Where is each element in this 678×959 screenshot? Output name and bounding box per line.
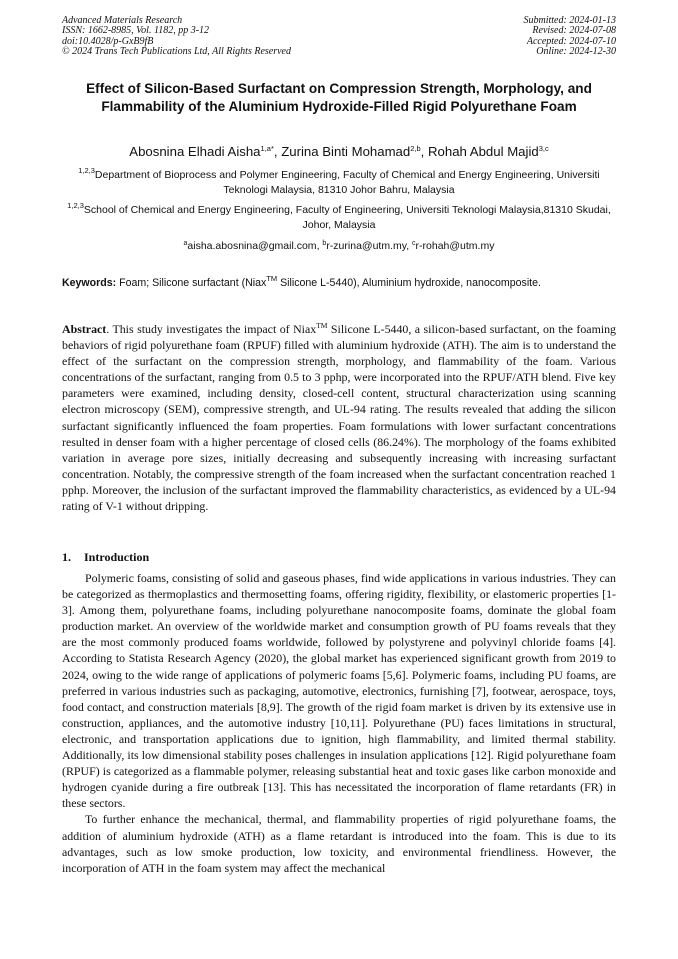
submission-dates [524,16,617,58]
introduction-body [62,570,616,876]
keywords: Keywords: Foam; Silicone surfactant (Niax™ Silicone L-5440), Aluminium hydroxide, nanocomposite. [62,274,541,289]
author-name: Rohah Abdul Majid [428,144,539,159]
author-superscript: 3,c [538,144,549,153]
journal-info [62,16,291,58]
author-superscript: 2,b [410,144,421,153]
email-link[interactable]: aisha.abosnina@gmail.com [187,240,317,252]
paragraph: Polymeric foams, consisting of solid and gaseous phases, find wide applications in various industries. They can be categorized as thermoplastics and thermosetting foams, offering rigidity, flexibility, or elastomeric properties [1-3]. Among them, polyurethane foams, including polyurethane nanocomposite foams, dominate the global foam production market. An overview of the worldwide market and consumption growth of PU foams reveals that they are the most commonly produced foams worldwide, followed by polystyrene and polyvinyl chloride foams [4]. According to Statista Research Agency (2020), the global market has experienced significant growth from 2019 to 2024, owing to the wide range of applications of polymeric foams [5,6]. Polymeric foams, including PU foams, are preferred in various industries such as packaging, automotive, electronics, furnishing [7], footwear, aerospace, toys, food contact, and construction materials [8,9]. The growth of the rigid foam market is driven by its extensive use in construction, appliances, and the automotive industry [10,11]. Polyurethane (PU) faces limitations in structural, electronic, and transportation applications due to ignition, high flammability, and limited thermal stability. Additionally, its low dimensional stability poses challenges in insulation applications [12]. Rigid polyurethane foam (RPUF) is categorized as a flammable polymer, releasing substantial heat and toxic gases like carbon monoxide and hydrogen cyanide during a fire outbreak [13]. This has necessitated the incorporation of flame retardants (FR) in these sectors. [62,571,616,811]
journal-name: Advanced Materials Research [62,15,183,26]
paper-title: Effect of Silicon-Based Surfactant on Compression Strength, Morphology, and Flammability of the Aluminium Hydroxide-Filled Rigid Polyurethane Foam [86,81,592,114]
affiliation-superscript: 1,2,3 [67,201,84,210]
paragraph: To further enhance the mechanical, thermal, and flammability properties of rigid polyurethane foams, the addition of aluminium hydroxide (ATH) as a flame retardant is introduced into the foam. This is due to its advantages, such as low smoke production, low toxicity, and environmental friendliness. However, the incorporation of ATH in the foam system may affect the mechanical [62,812,616,875]
author-name: Abosnina Elhadi Aisha [129,144,261,159]
issn-line: ISSN: 1662-8985, Vol. 1182, pp 3-12 [62,25,210,37]
affiliation-text: Department of Bioprocess and Polymer Engineering, Faculty of Chemical and Energy Engineering, Universiti Teknologi Malaysia, 81310 Johor Bahru, Malaysia [94,169,600,196]
author-list: Abosnina Elhadi Aisha$^{1,a*}$, Zurina Binti Mohamad$^{2,b}$, Rohah Abdul Majid$^{3,c}$ [129,144,549,159]
submitted-date: Submitted: 2024-01-13 [523,15,616,26]
section-number: 1. [62,550,71,564]
affiliation [62,203,616,233]
affiliation-text: School of Chemical and Energy Engineering, Faculty of Engineering, Universiti Teknologi Malaysia,81310 Skudai, Johor, Malaysia [83,204,611,231]
email-link[interactable]: r-rohah@utm.my [415,240,495,252]
abstract-label: Abstract [62,322,107,336]
abstract: Abstract. This study investigates the impact of Niax™ Silicone L-5440, a silicon-based surfactant, on the foaming behaviors of rigid polyurethane foam (RPUF) filled with aluminium hydroxide (ATH). The aim is to understand the effect of the surfactant on the compression strength, morphology, and flammability of the foam. Various concentrations of the surfactant, ranging from 0.5 to 3 pphp, were incorporated into the RPUF/ATH blend. Five key parameters were examined, including density, closed-cell content, structural characterization using scanning electron microscopy (SEM), compressive strength, and UL-94 rating. The results revealed that adding the silicon surfactant significantly influenced the foam properties. Foam formulations with lower surfactant concentrations resulted in denser foam with a higher percentage of closed cells (86.24%). The morphology of the foams exhibited variation in average pore sizes, initially decreasing and subsequently increasing with increasing surfactant concentration. Notably, the compressive strength of the foam increased when the surfactant concentration reached 1 pphp. Moreover, the inclusion of the surfactant improved the flammability characteristics, as evidenced by a UL-94 rating of V-1 without dripping. [62,321,617,514]
email-list: $^a$aisha.abosnina@gmail.com, $^b$r-zurina@utm.my, $^c$r-rohah@utm.my [183,240,495,252]
accepted-date: Accepted: 2024-07-10 [526,35,616,47]
section-title: Introduction [84,550,150,564]
abstract-text: Silicone L-5440, a silicon-based surfactant, on the foaming behaviors of rigid polyurethane foam (RPUF) filled with aluminium hydroxide (ATH). The aim is to understand the effect of the surfactant on the compression strength, morphology, and flammability of the foam. Various concentrations of the surfactant, ranging from 0.5 to 3 pphp, were incorporated into the RPUF/ATH blend. Five key parameters were examined, including density, closed-cell content, structural characterization using scanning electron microscopy (SEM), compressive strength, and UL-94 rating. The results revealed that adding the silicon surfactant significantly influenced the foam properties. Foam formulations with lower surfactant concentrations resulted in denser foam with a higher percentage of closed cells (86.24%). The morphology of the foams exhibited variation in average pore sizes, initially decreasing and subsequently increasing with increasing surfactant concentration. Notably, the compressive strength of the foam increased when the surfactant concentration reached 1 pphp. Moreover, the inclusion of the surfactant improved the flammability characteristics, as evidenced by a UL-94 rating of V-1 without dripping. [62,322,617,514]
affiliation [62,168,616,198]
section-heading [62,550,149,565]
author-name: Zurina Binti Mohamad [281,144,411,159]
online-date: Online: 2024-12-30 [536,46,616,58]
author-superscript: 1,a* [260,144,274,153]
revised-date: Revised: 2024-07-08 [532,25,616,37]
email-link[interactable]: r-zurina@utm.my [326,240,407,252]
affiliation-superscript: 1,2,3 [78,166,95,175]
copyright-line: © 2024 Trans Tech Publications Ltd, All Rights Reserved [62,46,291,58]
doi-line: doi:10.4028/p-GxB9fB [62,35,154,47]
keywords-label: Keywords: [62,277,117,289]
